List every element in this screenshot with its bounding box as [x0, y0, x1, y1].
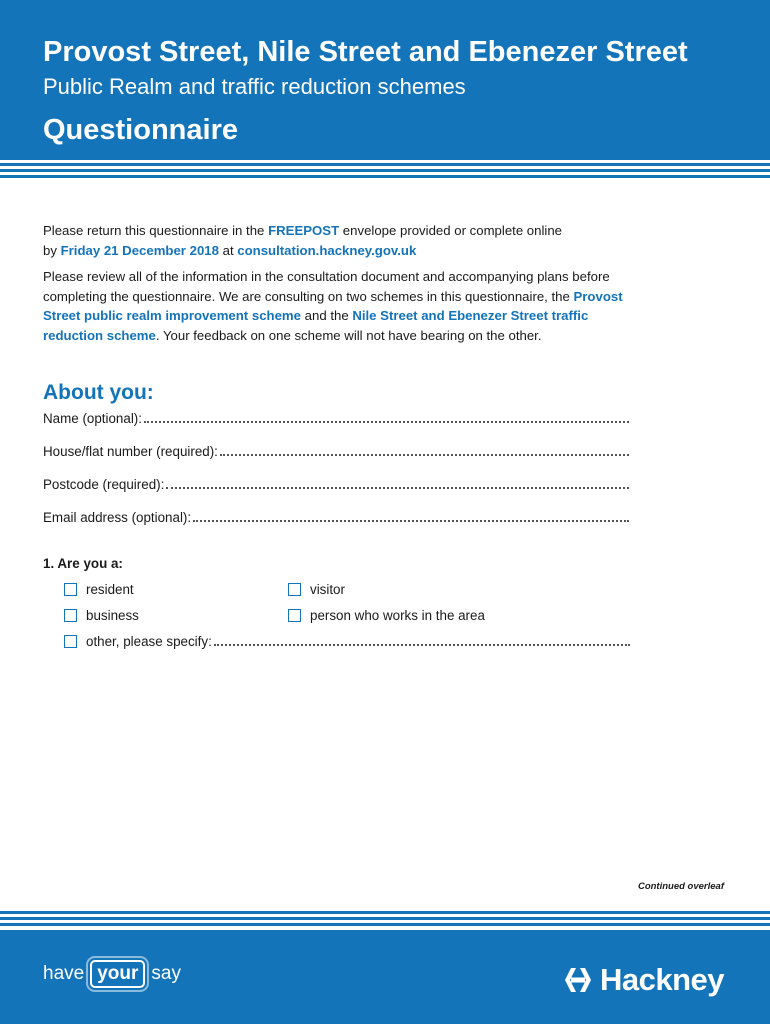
page-title: Provost Street, Nile Street and Ebenezer Street	[43, 36, 688, 68]
scheme-1-name: Provost Street public realm improvement scheme	[43, 288, 623, 323]
postcode-field-line[interactable]	[166, 477, 629, 489]
postcode-field[interactable]	[43, 477, 629, 492]
postcode-field-label: Postcode (required):	[43, 477, 165, 492]
header-stripes	[0, 160, 770, 184]
consultation-link[interactable]: consultation.hackney.gov.uk	[237, 242, 417, 258]
intro-return-paragraph: Please return this questionnaire in the FREEPOST envelope provided or complete online by Friday 21 December 2018 at consultation.hackney.gov.uk	[43, 223, 563, 258]
page-subtitle: Public Realm and traffic reduction schemes	[43, 74, 466, 99]
option-resident[interactable]: resident	[64, 582, 134, 597]
question-1-label: 1. Are you a:	[43, 556, 123, 571]
option-business[interactable]: business	[64, 608, 139, 623]
checkbox[interactable]	[288, 609, 301, 622]
document-type-heading: Questionnaire	[43, 114, 238, 146]
header-banner	[0, 0, 770, 160]
freepost-text: FREEPOST	[268, 223, 340, 238]
about-you-heading: About you:	[43, 381, 154, 404]
hackney-h-icon	[561, 965, 595, 995]
option-visitor[interactable]: visitor	[288, 582, 345, 597]
name-field-label: Name (optional):	[43, 411, 142, 426]
option-works-in-area[interactable]: person who works in the area	[288, 608, 485, 623]
checkbox[interactable]	[64, 635, 77, 648]
option-other[interactable]: other, please specify:	[64, 634, 630, 649]
name-field[interactable]	[43, 411, 629, 426]
house-number-field[interactable]	[43, 444, 629, 459]
email-field-label: Email address (optional):	[43, 510, 192, 525]
checkbox[interactable]	[288, 583, 301, 596]
email-field[interactable]	[43, 510, 629, 525]
house-number-field-line[interactable]	[220, 444, 629, 456]
other-specify-line[interactable]	[214, 634, 630, 646]
checkbox[interactable]	[64, 609, 77, 622]
continued-overleaf-note: Continued overleaf	[637, 881, 724, 892]
speech-bubble-icon: your	[90, 960, 145, 988]
hackney-logo: Hackney	[561, 962, 724, 998]
checkbox[interactable]	[64, 583, 77, 596]
intro-review-paragraph: Please review all of the information in the consultation document and accompanying plans before completing the questionnaire. We are consulting on two schemes in this questionnaire, the Provost Street public realm improvement scheme and the Nile Street and Ebenezer Street traffic reduction scheme. Your feedback on one scheme will not have bearing on the other.	[43, 269, 623, 343]
deadline-date: Friday 21 December 2018	[60, 242, 219, 258]
scheme-2-name: Nile Street and Ebenezer Street traffic reduction scheme	[43, 308, 589, 343]
have-your-say-logo: have your say	[43, 960, 181, 988]
footer-stripes	[0, 908, 770, 930]
email-field-line[interactable]	[193, 510, 629, 522]
house-number-field-label: House/flat number (required):	[43, 444, 218, 459]
name-field-line[interactable]	[144, 411, 629, 423]
